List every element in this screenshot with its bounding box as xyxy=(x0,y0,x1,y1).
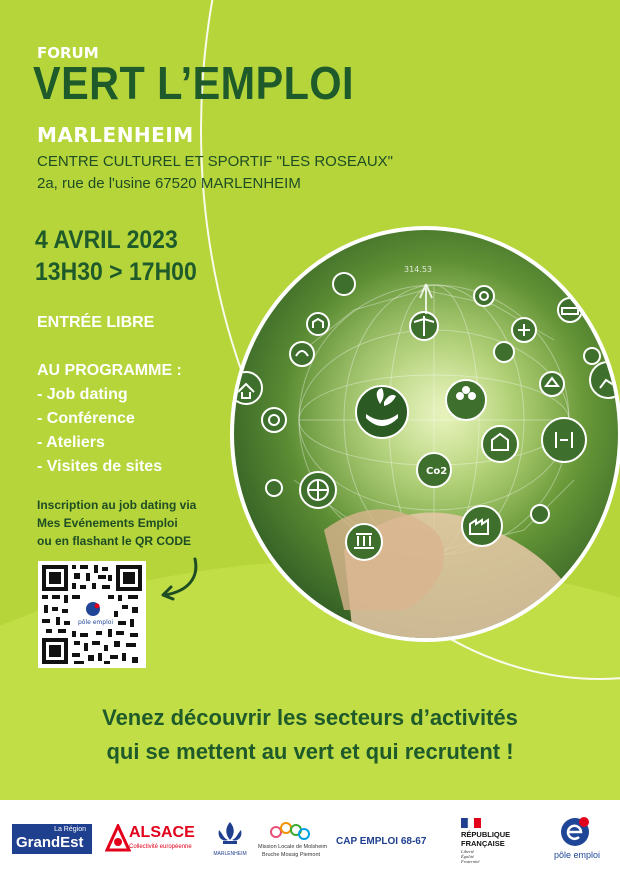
pole-emploi-text: pôle emploi xyxy=(553,850,601,860)
tagline-line2: qui se mettent au vert et qui recrutent ! xyxy=(106,739,514,764)
venue-address xyxy=(37,151,393,195)
republique-motto2: Égalité xyxy=(461,854,474,859)
tagline-line1: Venez découvrir les secteurs d’activités xyxy=(102,705,518,730)
republique-line2: FRANÇAISE xyxy=(461,839,505,848)
alsace-emblem-icon xyxy=(105,824,131,854)
pole-emploi-emblem-icon xyxy=(559,814,593,848)
republique-francaise-logo[interactable] xyxy=(458,818,528,868)
republique-motto1: Liberté xyxy=(461,849,474,854)
program-list xyxy=(37,359,182,479)
fleur-de-lis-icon xyxy=(215,820,245,848)
republique-motto3: Fraternité xyxy=(461,859,480,864)
marlenheim-text: MARLENHEIM xyxy=(213,851,247,857)
forum-eyebrow: FORUM xyxy=(37,44,99,62)
globe-number: 314.53 xyxy=(404,265,432,274)
grand-est-top-text: La Région xyxy=(54,826,86,833)
pole-emploi-logo[interactable] xyxy=(545,814,609,866)
qr-code-icon xyxy=(38,561,146,668)
program-item: - Job dating xyxy=(37,386,128,403)
cap-emploi-logo[interactable]: CAP EMPLOI 68-67 xyxy=(336,836,427,847)
event-time: 13H30 > 17H00 xyxy=(35,258,197,286)
event-date: 4 AVRIL 2023 xyxy=(35,226,178,254)
entry-free: ENTRÉE LIBRE xyxy=(37,314,155,331)
alsace-sub-text: Collectivité européenne xyxy=(129,844,192,850)
qr-code[interactable] xyxy=(38,561,146,668)
signup-info xyxy=(37,496,196,550)
mission-locale-line2: Bruche Mossig Piemont xyxy=(261,852,321,858)
alsace-logo[interactable] xyxy=(105,822,200,858)
qr-center-label: pôle emploi xyxy=(78,619,114,626)
grand-est-main-text: GrandEst xyxy=(16,834,84,851)
marlenheim-logo[interactable] xyxy=(212,820,248,864)
partner-logos-footer xyxy=(0,800,620,878)
globe-illustration xyxy=(234,230,620,642)
program-heading: AU PROGRAMME : xyxy=(37,362,182,379)
program-item: - Conférence xyxy=(37,410,135,427)
event-city: MARLENHEIM xyxy=(37,123,194,147)
mission-locale-line1: Mission Locale de Molsheim xyxy=(258,844,328,850)
venue-name: CENTRE CULTUREL ET SPORTIF "LES ROSEAUX" xyxy=(37,153,394,170)
globe-co2-label: Co2 xyxy=(426,466,448,477)
venue-street: 2a, rue de l'usine 67520 MARLENHEIM xyxy=(37,175,301,192)
arrow-to-qr-icon xyxy=(155,555,203,601)
tricolour-flag-icon xyxy=(461,818,481,828)
program-item: - Ateliers xyxy=(37,434,105,451)
alsace-main-text: ALSACE xyxy=(129,824,195,841)
signup-line: ou en flashant le QR CODE xyxy=(37,534,192,548)
signup-line: Inscription au job dating via xyxy=(37,498,197,512)
signup-line: Mes Evénements Emploi xyxy=(37,516,178,530)
event-title: VERT L’EMPLOI xyxy=(33,57,354,109)
eco-globe-image xyxy=(230,226,620,642)
republique-line1: RÉPUBLIQUE xyxy=(461,830,511,839)
mission-locale-logo[interactable] xyxy=(258,822,328,866)
mission-locale-people-icon xyxy=(270,822,310,842)
program-item: - Visites de sites xyxy=(37,458,163,475)
grand-est-logo[interactable] xyxy=(12,824,92,854)
